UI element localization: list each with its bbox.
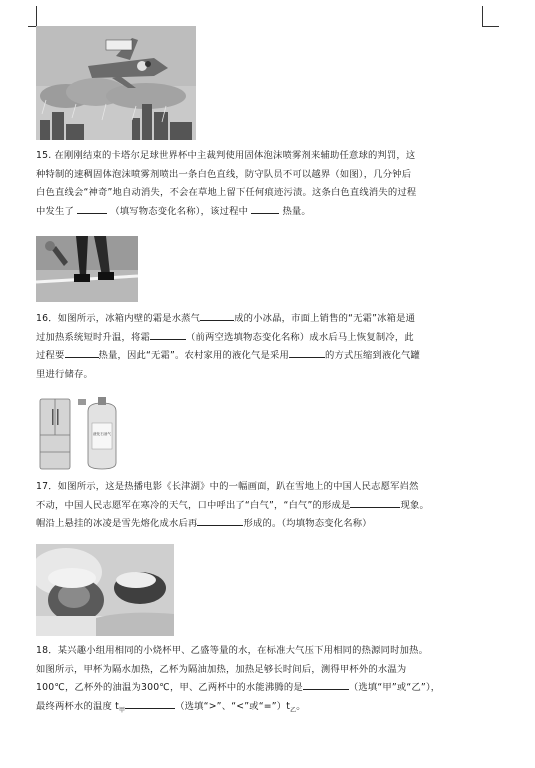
q17-line-1: 17．如图所示，这是热播电影《长津湖》中的一幅画面，趴在雪地上的中国人民志愿军岿然: [36, 481, 419, 492]
q15-line-3: 白色直线会“神奇”地自动消失，不会在草地上留下任何痕迹污渍。这条白色直线消失的过程: [36, 187, 417, 198]
q18-text: （选填“甲”或“乙”），: [348, 682, 441, 693]
q18-answer-blank-2[interactable]: [125, 698, 175, 709]
q16-line-2: [36, 329, 496, 348]
q15-line-2: 种特制的速稠固体泡沫喷雾剂喷出一条白色直线，防守队员不可以越界（如图），几分钟后: [36, 168, 412, 180]
q16-line-1: [36, 310, 496, 329]
q15-text: （填写物态变化名称），该过程中: [110, 205, 249, 217]
q15-answer-blank-1[interactable]: [77, 203, 107, 214]
q17-answer-blank-1[interactable]: [350, 497, 400, 508]
q18-line-4: [36, 698, 496, 720]
q16-text: 16．如图所示，冰箱内壁的霜是水蒸气: [36, 313, 201, 324]
q15-text: 热量。: [282, 205, 311, 217]
q16-answer-blank-2[interactable]: [150, 329, 186, 340]
question-18: [36, 642, 496, 720]
q16-text: 热量，因此“无霜”。农村家用的液化气是采用: [98, 350, 289, 361]
q18-text: 100℃，乙杯外的油温为300℃，甲、乙两杯中的水能沸腾的是: [36, 682, 303, 693]
q16-text: 的方式压缩到液化气罐: [324, 350, 420, 361]
page-corner-mark-left: [28, 6, 37, 27]
referee-foam-photo: [36, 236, 138, 302]
page-corner-mark-right: [482, 6, 499, 27]
q16-line-4: 里进行储存。: [36, 368, 93, 380]
q16-text: 过程要: [36, 350, 65, 361]
q18-text: （选填“>”、“<”或“=”）t: [175, 700, 291, 712]
q18-text: 最终两杯水的温度 t: [36, 700, 119, 712]
q18-answer-blank-1[interactable]: [303, 679, 349, 690]
fridge-and-gas-tank-illustration: [36, 397, 144, 471]
q17-answer-blank-2[interactable]: [197, 515, 243, 526]
gas-tank-label: 液化石油气: [93, 432, 111, 436]
q17-text: 不动，中国人民志愿军在寒冷的天气，口中呼出了“白气”，“白气”的形成是: [36, 499, 351, 511]
q18-line-1: 18．某兴趣小组用相同的小烧杯甲、乙盛等量的水，在标准大气压下用相同的热源同时加热。: [36, 645, 429, 656]
q18-text: 。: [296, 700, 306, 712]
question-17: [36, 478, 496, 534]
q17-text: 形成的。（均填物态变化名称）: [243, 518, 372, 529]
q16-answer-blank-1[interactable]: [200, 310, 234, 321]
question-15: [36, 147, 496, 221]
q15-line-1: 15. 在刚刚结束的卡塔尔足球世界杯中主裁判使用固体泡沫喷雾剂来辅助任意球的判罚，这: [36, 150, 416, 161]
q15-answer-blank-2[interactable]: [251, 203, 279, 214]
q15-text: 中发生了: [36, 205, 74, 217]
q18-subscript-yi: 乙: [290, 706, 297, 714]
plane-cloud-illustration: [36, 26, 196, 140]
soldiers-in-snow-photo: [36, 544, 174, 636]
q18-line-3: [36, 679, 496, 698]
q16-text: 成的小冰晶，市面上销售的“无霜”冰箱是通: [234, 313, 416, 324]
q16-answer-blank-3[interactable]: [65, 347, 99, 358]
question-16: [36, 310, 496, 384]
q18-line-2: 如图所示，甲杯为隔水加热，乙杯为隔油加热，加热足够长时间后，测得甲杯外的水温为: [36, 663, 407, 675]
q17-text: 帽沿上悬挂的冰凌是雪先熔化成水后再: [36, 518, 198, 529]
q16-text: （前两空选填物态变化名称）成水后马上恢复制冷，此: [185, 331, 414, 343]
q17-text: 现象。: [400, 499, 429, 511]
q16-answer-blank-4[interactable]: [289, 347, 325, 358]
q16-text: 过加热系统短时升温，将霜: [36, 331, 150, 343]
q18-subscript-jia: 甲: [118, 706, 126, 714]
q15-line-4: [36, 203, 496, 222]
q17-line-2: [36, 497, 496, 516]
q17-line-3: [36, 515, 496, 534]
q16-line-3: [36, 347, 496, 366]
